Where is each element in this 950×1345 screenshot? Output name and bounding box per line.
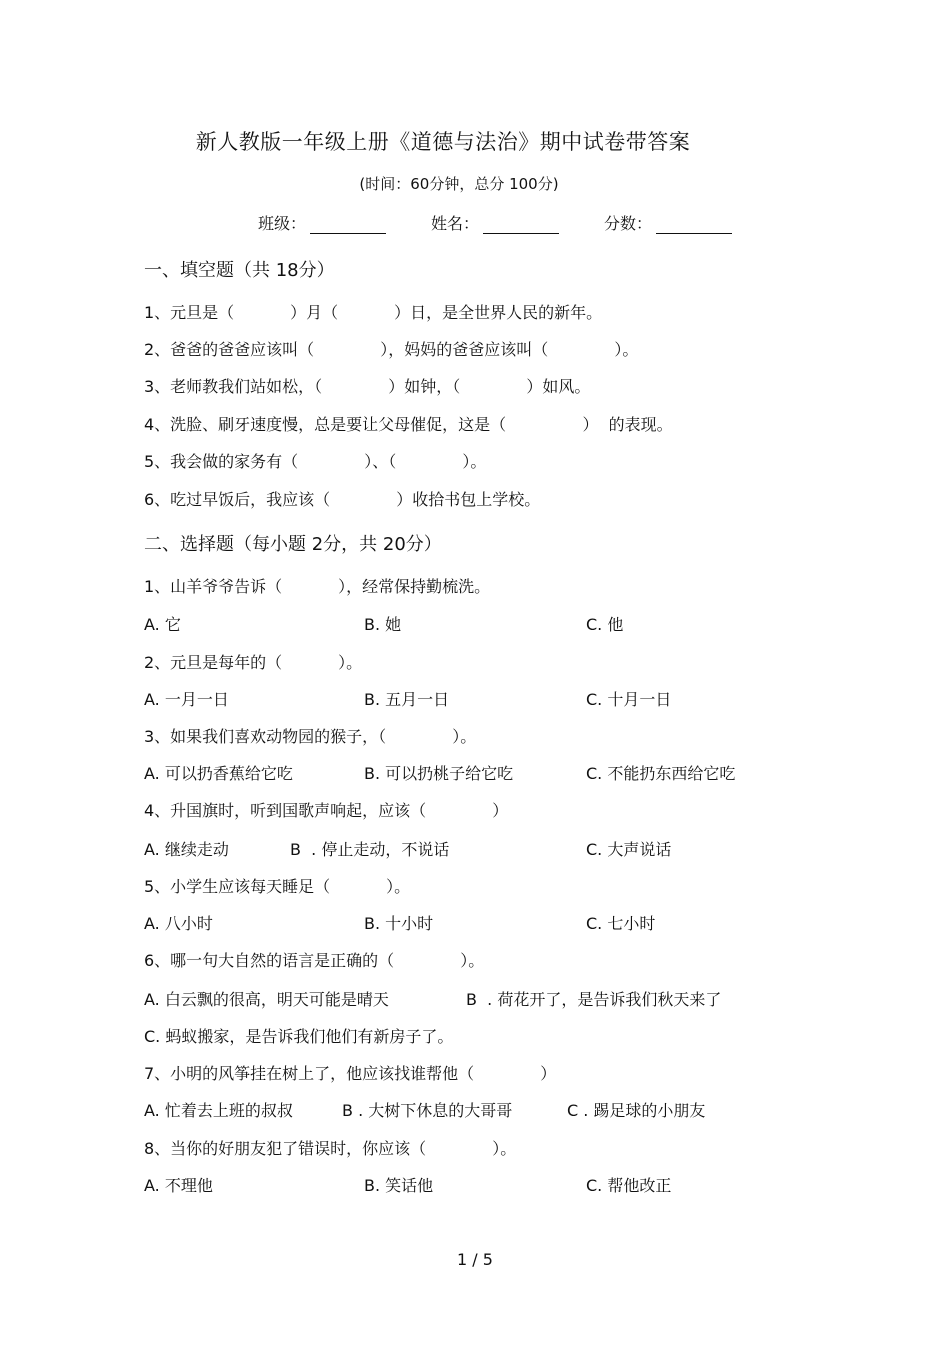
fill-blank-item: 3、老师教我们站如松，（ ）如钟，（ ）如风。 <box>144 377 591 396</box>
question-stem: 4、升国旗时，听到国歌声响起，应该（ ） <box>144 801 509 820</box>
question-stem: 5、小学生应该每天睡足（ ）。 <box>144 877 411 896</box>
option-c: C. 帮他改正 <box>586 1176 672 1195</box>
option-a: A. 白云飘的很高，明天可能是晴天 <box>144 990 389 1009</box>
section-heading-fill-blank: 一、填空题（共 18分） <box>144 260 335 281</box>
option-c: C. 七小时 <box>586 914 656 933</box>
option-c: C. 大声说话 <box>586 840 672 859</box>
option-b: B. 笑话他 <box>364 1176 434 1195</box>
class-blank <box>310 213 386 234</box>
name-blank <box>483 213 559 234</box>
option-a: A. 可以扔香蕉给它吃 <box>144 764 293 783</box>
option-b: B. 五月一日 <box>364 690 450 709</box>
option-a: A. 八小时 <box>144 914 213 933</box>
fill-blank-item: 2、爸爸的爸爸应该叫（ ），妈妈的爸爸应该叫（ ）。 <box>144 340 639 359</box>
option-c: C. 不能扔东西给它吃 <box>586 764 736 783</box>
fill-blank-item: 4、洗脸、刷牙速度慢，总是要让父母催促，这是（ ） 的表现。 <box>144 415 673 434</box>
score-blank <box>656 213 732 234</box>
student-info-row <box>0 211 950 237</box>
exam-time-info: (时间：60分钟，总分 100分) <box>359 175 559 193</box>
option-a: A. 它 <box>144 615 181 634</box>
page-number: 1 / 5 <box>457 1250 493 1269</box>
question-stem: 3、如果我们喜欢动物园的猴子，（ ）。 <box>144 727 477 746</box>
fill-blank-item: 1、元旦是（ ）月（ ）日，是全世界人民的新年。 <box>144 303 603 322</box>
option-b: B . 大树下休息的大哥哥 <box>342 1101 513 1120</box>
question-stem: 7、小明的风筝挂在树上了，他应该找谁帮他（ ） <box>144 1064 557 1083</box>
option-c: C. 十月一日 <box>586 690 672 709</box>
question-stem: 1、山羊爷爷告诉（ ），经常保持勤梳洗。 <box>144 577 491 596</box>
name-label: 姓名： <box>431 214 480 233</box>
option-c: C. 蚂蚁搬家，是告诉我们他们有新房子了。 <box>144 1027 454 1046</box>
option-b: B . 停止走动，不说话 <box>290 840 450 859</box>
option-a: A. 继续走动 <box>144 840 229 859</box>
class-field <box>258 211 386 234</box>
score-label: 分数： <box>604 214 653 233</box>
question-stem: 6、哪一句大自然的语言是正确的（ ）。 <box>144 951 485 970</box>
question-stem: 8、当你的好朋友犯了错误时，你应该（ ）。 <box>144 1139 517 1158</box>
option-c: C. 他 <box>586 615 624 634</box>
page-title: 新人教版一年级上册《道德与法治》期中试卷带答案 <box>195 130 691 154</box>
option-a: A. 不理他 <box>144 1176 213 1195</box>
option-b: B. 十小时 <box>364 914 434 933</box>
name-field <box>431 211 559 234</box>
option-b: B. 可以扔桃子给它吃 <box>364 764 514 783</box>
question-stem: 2、元旦是每年的（ ）。 <box>144 653 363 672</box>
option-a: A. 忙着去上班的叔叔 <box>144 1101 293 1120</box>
fill-blank-item: 5、我会做的家务有（ ）、（ ）。 <box>144 452 487 471</box>
option-a: A. 一月一日 <box>144 690 229 709</box>
fill-blank-item: 6、吃过早饭后，我应该（ ）收拾书包上学校。 <box>144 490 541 509</box>
option-b: B. 她 <box>364 615 402 634</box>
score-field <box>604 211 732 234</box>
class-label: 班级： <box>258 214 307 233</box>
option-b: B . 荷花开了，是告诉我们秋天来了 <box>466 990 722 1009</box>
option-c: C . 踢足球的小朋友 <box>567 1101 706 1120</box>
section-heading-choice: 二、选择题（每小题 2分，共 20分） <box>144 534 442 555</box>
